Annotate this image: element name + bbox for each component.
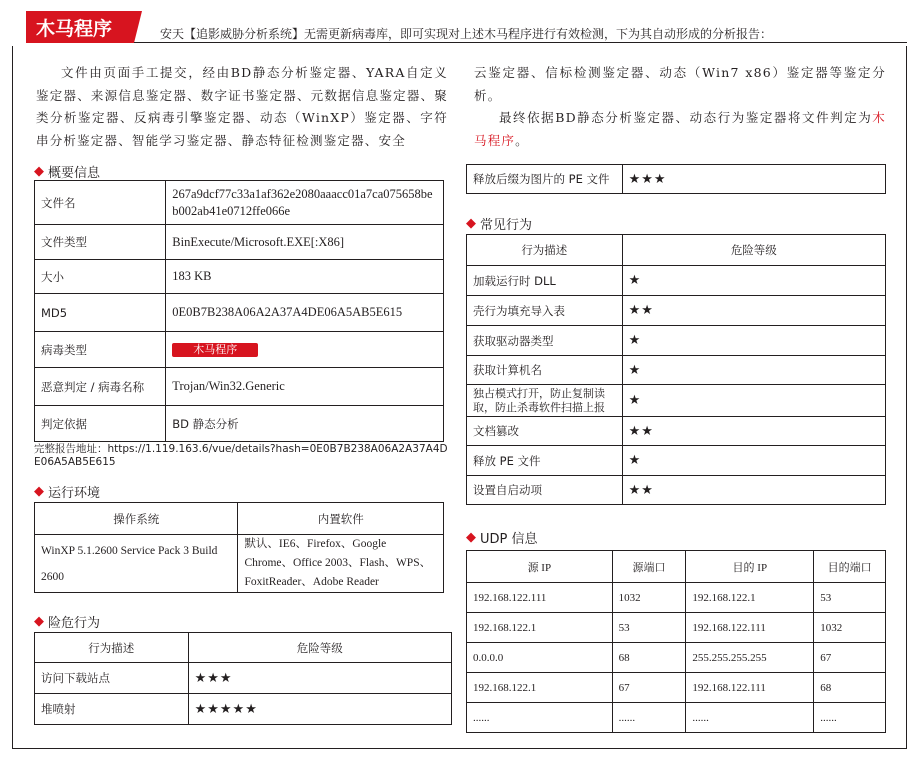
table-row: 文件类型 BinExecute/Microsoft.EXE[:X86]: [35, 225, 444, 260]
table-row: MD5 0E0B7B238A06A2A37A4DE06A5AB5E615: [35, 294, 444, 332]
diamond-icon: ◆: [34, 164, 44, 179]
software-value: 默认、IE6、Firefox、Google Chrome、Office 2003、Flash、WPS、FoxitReader、Adobe Reader: [238, 535, 444, 593]
danger-level: ★★★★★: [188, 694, 451, 725]
malware-name-value: Trojan/Win32.Generic: [166, 368, 444, 406]
diamond-icon: ◆: [466, 530, 476, 545]
danger-table: [34, 632, 452, 725]
intro-paragraph-1-cont: 云鉴定器、信标检测鉴定器、动态（Win7 x86）鉴定器等鉴定分析。: [474, 65, 886, 103]
table-row: 文件名 267a9dcf77c33a1af362e2080aaacc01a7ca075658beb002ab41e0712ffe066e: [35, 181, 444, 225]
danger-level: ★★★: [622, 165, 885, 194]
danger-table-cont: [466, 164, 886, 194]
common-table: [466, 234, 886, 505]
report-url[interactable]: 完整报告地址：https://1.119.163.6/vue/details?hash=0E0B7B238A06A2A37A4DE06A5AB5E615: [34, 443, 448, 468]
danger-title: ◆ 险危行为: [34, 614, 101, 631]
intro-right-column: [474, 62, 886, 152]
table-row: 源 IP 源端口 目的 IP 目的端口: [467, 551, 886, 583]
os-value: WinXP 5.1.2600 Service Pack 3 Build 2600: [35, 535, 238, 593]
diamond-icon: ◆: [466, 216, 476, 231]
table-row: 设置自启动项 ★★: [467, 476, 886, 505]
verdict-highlight: 木马程序: [474, 110, 886, 148]
table-row: 加载运行时 DLL ★: [467, 266, 886, 296]
basis-value: BD 静态分析: [166, 406, 444, 442]
table-row: [35, 535, 444, 593]
table-row: 行为描述 危险等级: [467, 235, 886, 266]
table-row: 192.168.122.1 53 192.168.122.111 1032: [467, 613, 886, 643]
table-row: 操作系统 内置软件: [35, 503, 444, 535]
table-row: 文档篡改 ★★: [467, 417, 886, 446]
table-row: 0.0.0.0 68 255.255.255.255 67: [467, 643, 886, 673]
env-table: [34, 502, 444, 593]
header-divider: [134, 42, 907, 43]
table-row: 192.168.122.1 67 192.168.122.111 68: [467, 673, 886, 703]
table-row: 壳行为填充导入表 ★★: [467, 296, 886, 326]
overview-table: [34, 180, 444, 442]
table-row: 堆喷射 ★★★★★: [35, 694, 452, 725]
diamond-icon: ◆: [34, 484, 44, 499]
table-row: 恶意判定 / 病毒名称 Trojan/Win32.Generic: [35, 368, 444, 406]
intro-paragraph-2: 最终依据BD静态分析鉴定器、动态行为鉴定器将文件判定为木马程序。: [474, 110, 886, 148]
udp-title: ◆ UDP 信息: [466, 530, 538, 547]
diamond-icon: ◆: [34, 614, 44, 629]
md5-value: 0E0B7B238A06A2A37A4DE06A5AB5E615: [166, 294, 444, 332]
table-row: 访问下载站点 ★★★: [35, 663, 452, 694]
table-row: 病毒类型 木马程序: [35, 332, 444, 368]
udp-table: [466, 550, 886, 733]
file-size-value: 183 KB: [166, 260, 444, 294]
table-row: 大小 183 KB: [35, 260, 444, 294]
table-row: 释放 PE 文件 ★: [467, 446, 886, 476]
table-row: 独占模式打开，防止复制读取，防止杀毒软件扫描上报 ★: [467, 385, 886, 417]
overview-title: ◆ 概要信息: [34, 164, 101, 181]
virus-type-badge: 木马程序: [172, 343, 258, 357]
table-row: 获取驱动器类型 ★: [467, 326, 886, 356]
file-name-value: 267a9dcf77c33a1af362e2080aaacc01a7ca075658beb002ab41e0712ffe066e: [166, 181, 444, 225]
env-title: ◆ 运行环境: [34, 484, 101, 501]
intro-paragraph-1: 文件由页面手工提交，经由BD静态分析鉴定器、YARA自定义鉴定器、来源信息鉴定器、数字证书鉴定器、元数据信息鉴定器、聚类分析鉴定器、反病毒引擎鉴定器、动态（WinXP）鉴定器、字符串分析鉴定器、智能学习鉴定器、静态特征检测鉴定器、安全: [36, 65, 448, 148]
common-title: ◆ 常见行为: [466, 216, 533, 233]
intro-left-column: [36, 62, 448, 152]
table-row: ...... ...... ...... ......: [467, 703, 886, 733]
header-description: 安天【追影威胁分析系统】无需更新病毒库，即可实现对上述木马程序进行有效检测，下为其自动形成的分析报告：: [160, 27, 773, 41]
danger-level: ★★★: [188, 663, 451, 694]
table-row: 行为描述 危险等级: [35, 633, 452, 663]
file-type-value: BinExecute/Microsoft.EXE[:X86]: [166, 225, 444, 260]
table-row: 判定依据 BD 静态分析: [35, 406, 444, 442]
table-row: 获取计算机名 ★: [467, 356, 886, 385]
section-tag: 木马程序: [26, 11, 134, 43]
table-row: 释放后缀为图片的 PE 文件 ★★★: [467, 165, 886, 194]
table-row: 192.168.122.111 1032 192.168.122.1 53: [467, 583, 886, 613]
